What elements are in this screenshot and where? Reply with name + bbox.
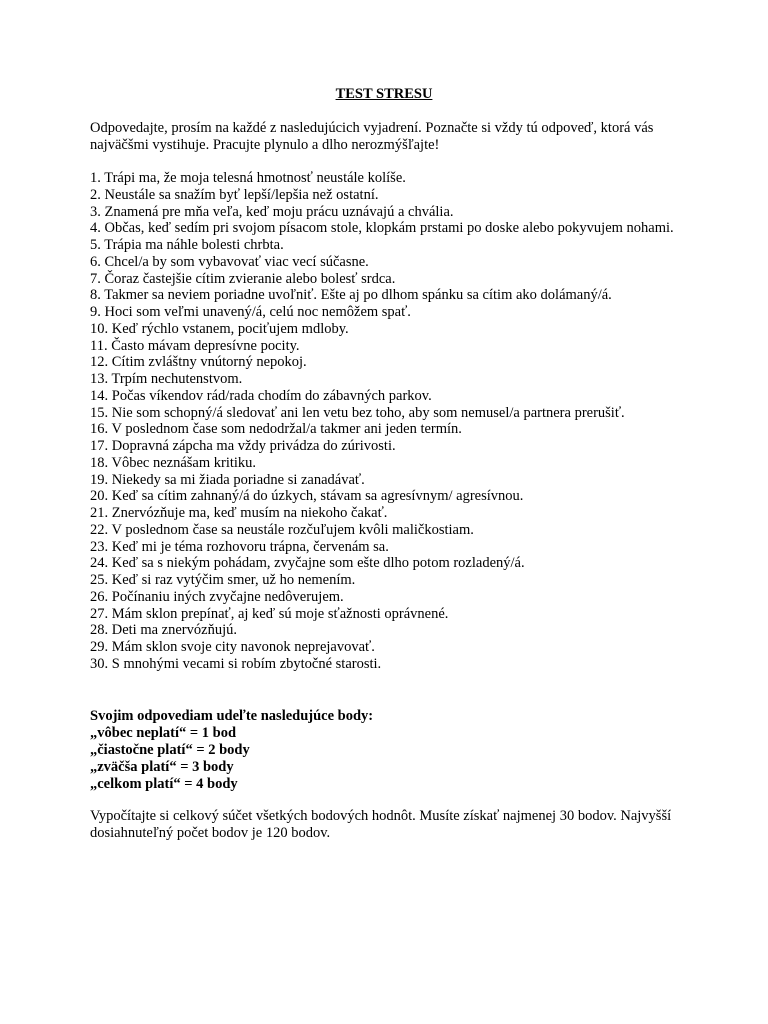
- list-item: 22. V poslednom čase sa neustále rozčuľujem kvôli maličkostiam.: [90, 521, 474, 538]
- list-item: 30. S mnohými vecami si robím zbytočné starosti.: [90, 655, 382, 672]
- list-item: 5. Trápia ma náhle bolesti chrbta.: [90, 237, 284, 253]
- list-item: 28. Deti ma znervózňujú.: [90, 622, 237, 639]
- list-item: 19. Niekedy sa mi žiada poriadne si zanadávať.: [90, 471, 365, 488]
- document-title: TEST STRESU: [335, 86, 433, 102]
- list-item: 2. Neustále sa snažím byť lepší/lepšia než ostatní.: [90, 186, 379, 203]
- list-item: 12. Cítim zvláštny vnútorný nepokoj.: [90, 354, 307, 371]
- instructions-paragraph: Odpovedajte, prosím na každé z nasledujúcich vyjadrení. Poznačte si vždy tú odpoveď, ktorá vás najväčšmi vystihuje. Pracujte plynulo a dlho nerozmýšľajte!: [90, 120, 654, 153]
- conclusion-paragraph: Vypočítajte si celkový súčet všetkých bodových hodnôt. Musíte získať najmenej 30 bodov. Najvyšší dosiahnuteľný počet bodov je 120 bodov.: [90, 808, 672, 841]
- scoring-line: „vôbec neplatí“ = 1 bod: [90, 725, 237, 741]
- list-item: 9. Hoci som veľmi unavený/á, celú noc nemôžem spať.: [90, 304, 411, 320]
- list-item: 1. Trápi ma, že moja telesná hmotnosť neustále kolíše.: [90, 170, 406, 186]
- scoring-heading: Svojim odpovediam udeľte nasledujúce body:: [90, 708, 374, 724]
- list-item: 29. Mám sklon svoje city navonok neprejavovať.: [90, 639, 375, 655]
- list-item: 7. Čoraz častejšie cítim zvieranie alebo bolesť srdca.: [90, 270, 396, 287]
- list-item: 10. Keď rýchlo vstanem, pociťujem mdloby.: [90, 320, 349, 337]
- list-item: 18. Vôbec neznášam kritiku.: [90, 454, 257, 471]
- list-item: 4. Občas, keď sedím pri svojom písacom stole, klopkám prstami po doske alebo pokyvujem nohami.: [90, 220, 674, 237]
- scoring-line: „zväčša platí“ = 3 body: [90, 759, 234, 775]
- list-item: 3. Znamená pre mňa veľa, keď moju prácu uznávajú a chvália.: [90, 203, 454, 220]
- list-item: 11. Často mávam depresívne pocity.: [90, 337, 300, 354]
- list-item: 13. Trpím nechutenstvom.: [90, 371, 243, 387]
- list-item: 6. Chcel/a by som vybavovať viac vecí súčasne.: [90, 253, 369, 270]
- statement-list: [90, 170, 690, 673]
- list-item: 16. V poslednom čase som nedodržal/a takmer ani jeden termín.: [90, 421, 462, 438]
- list-item: 23. Keď mi je téma rozhovoru trápna, červenám sa.: [90, 538, 389, 555]
- list-item: 21. Znervózňuje ma, keď musím na niekoho čakať.: [90, 505, 388, 521]
- list-item: 14. Počas víkendov rád/rada chodím do zábavných parkov.: [90, 387, 432, 404]
- scoring-section: [90, 708, 690, 793]
- list-item: 25. Keď si raz vytýčim smer, už ho nemením.: [90, 572, 356, 588]
- list-item: 20. Keď sa cítim zahnaný/á do úzkych, stávam sa agresívnym/ agresívnou.: [90, 488, 524, 505]
- scoring-line: „celkom platí“ = 4 body: [90, 776, 238, 792]
- scoring-line: „čiastočne platí“ = 2 body: [90, 742, 250, 758]
- list-item: 8. Takmer sa neviem poriadne uvoľniť. Ešte aj po dlhom spánku sa cítim ako dolámaný/á.: [90, 287, 612, 304]
- list-item: 24. Keď sa s niekým pohádam, zvyčajne som ešte dlho potom rozladený/á.: [90, 555, 525, 572]
- list-item: 17. Dopravná zápcha ma vždy privádza do zúrivosti.: [90, 438, 396, 454]
- list-item: 26. Počínaniu iných zvyčajne nedôverujem.: [90, 588, 344, 605]
- list-item: 15. Nie som schopný/á sledovať ani len vetu bez toho, aby som nemusel/a partnera prerušiť.: [90, 404, 625, 421]
- list-item: 27. Mám sklon prepínať, aj keď sú moje sťažnosti oprávnené.: [90, 605, 449, 622]
